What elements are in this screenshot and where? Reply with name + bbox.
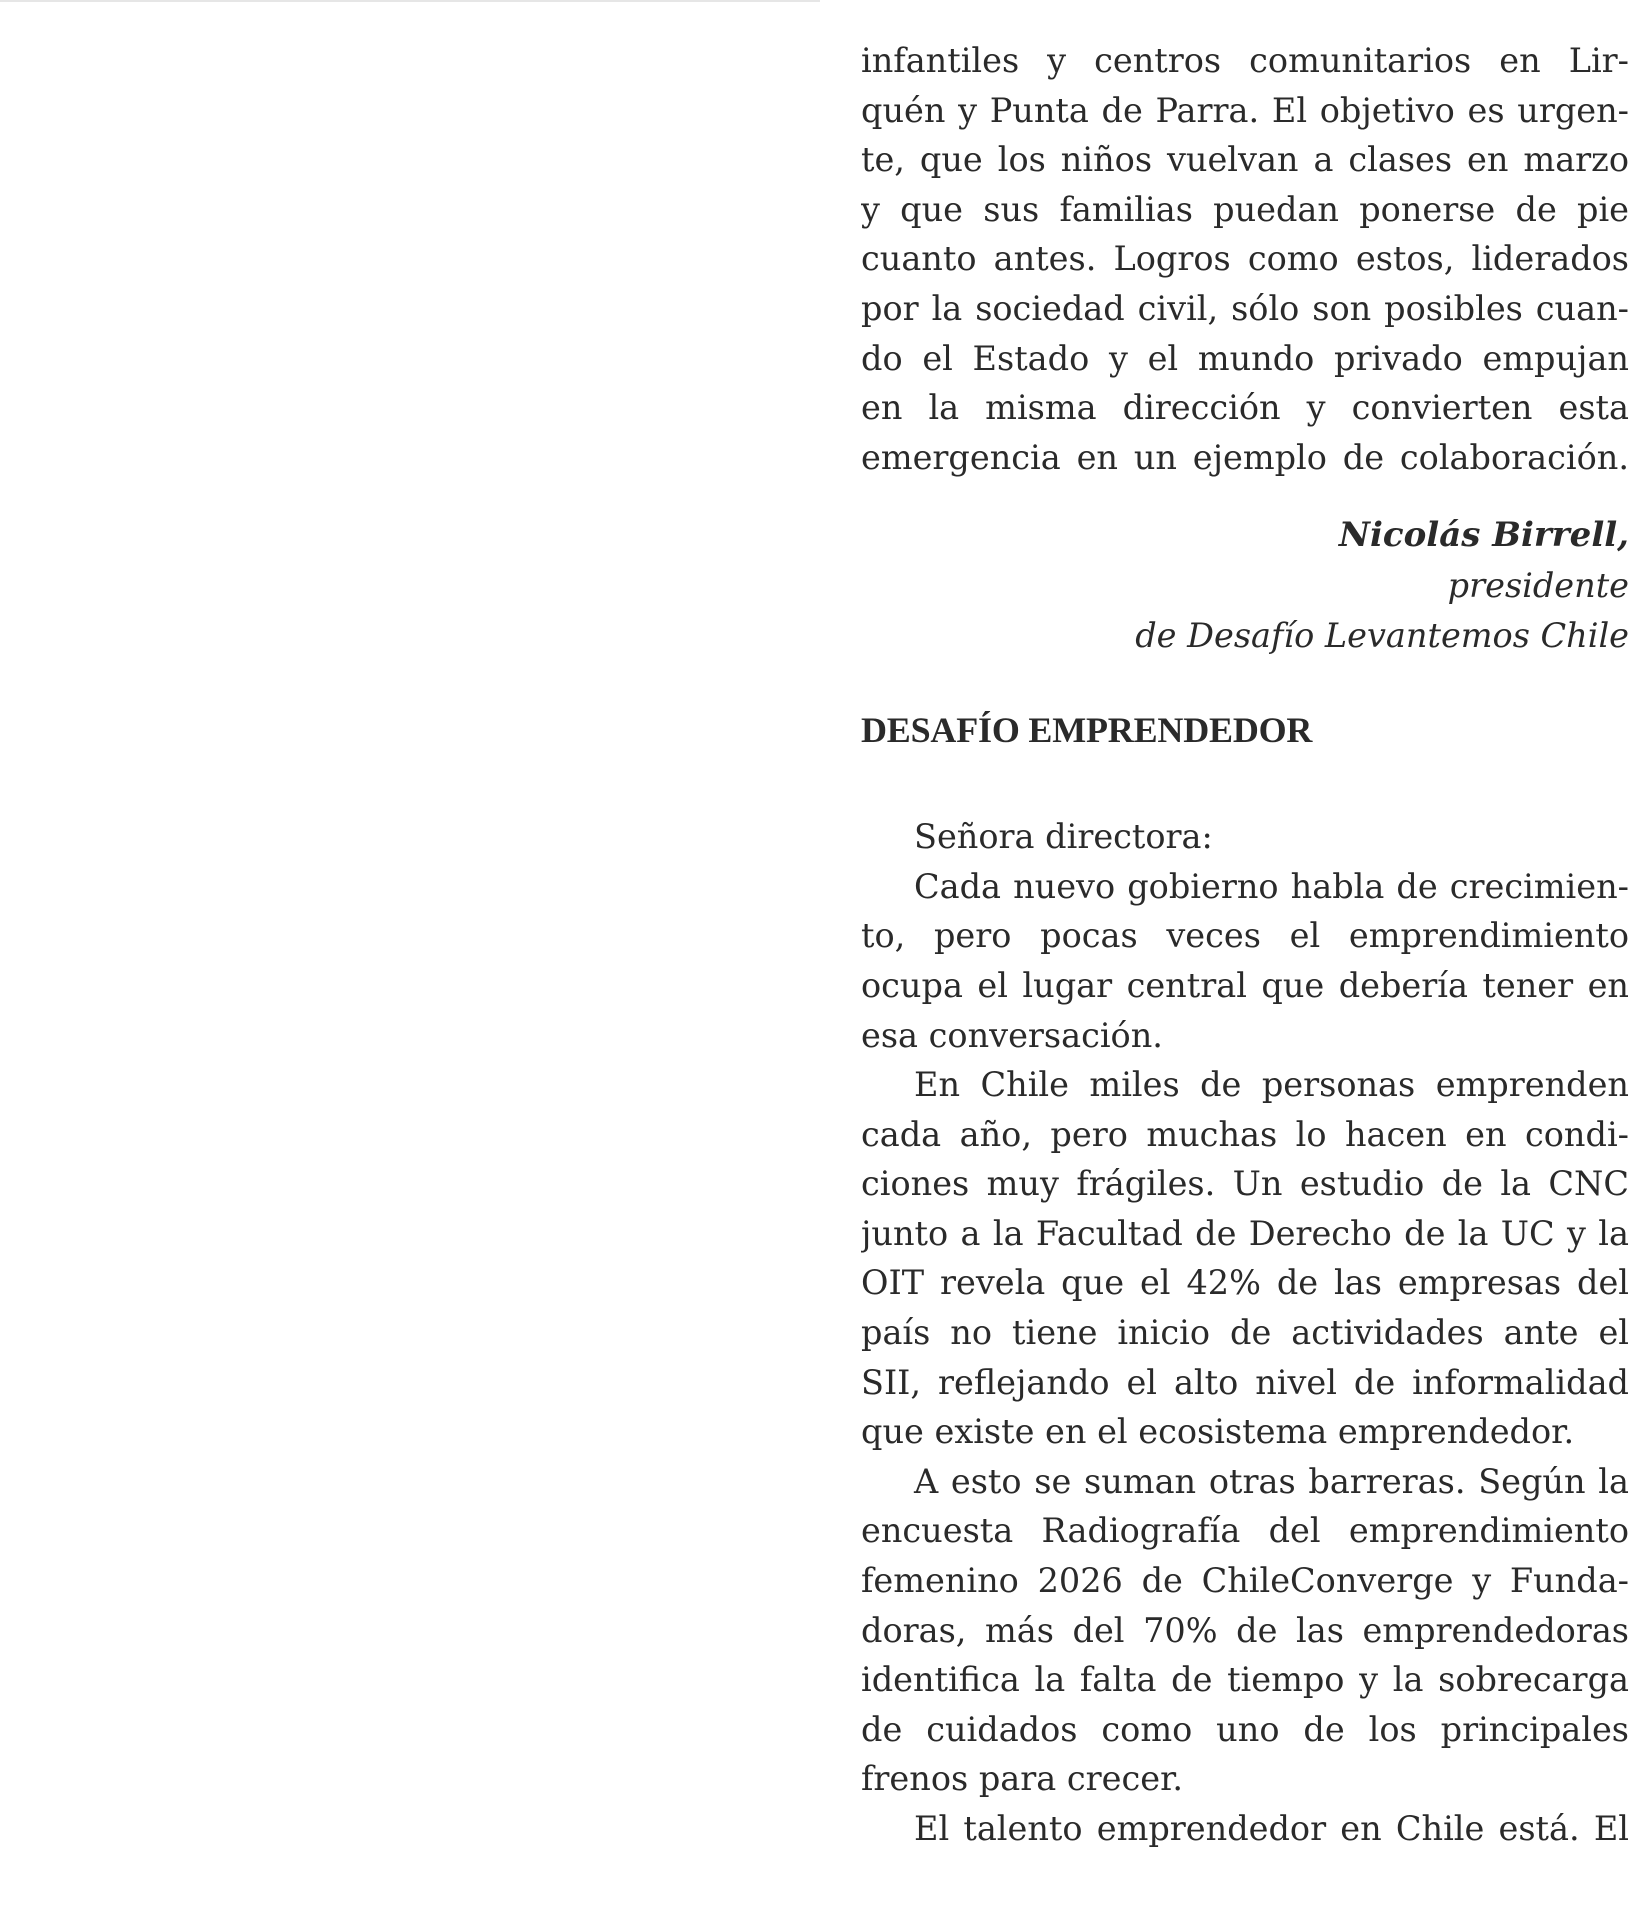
paragraph-line: OIT revela que el 42% de las empresas del (861, 1263, 1629, 1303)
letter-paragraph (861, 1457, 1629, 1804)
letter-paragraph (861, 862, 1629, 1060)
letter-paragraph (861, 1060, 1629, 1457)
previous-letter-line: te, que los niños vuelvan a clases en marzo (861, 140, 1629, 180)
paragraph-line: encuesta Radiografía del emprendimiento (861, 1511, 1629, 1551)
paragraph-line: En Chile miles de personas emprenden (914, 1065, 1629, 1105)
paragraph-line: femenino 2026 de ChileConverge y Funda- (861, 1561, 1629, 1601)
previous-letter-line: quén y Punta de Parra. El objetivo es urgen- (861, 90, 1629, 130)
previous-letter-line: en la misma dirección y convierten esta (861, 388, 1629, 428)
scan-top-edge (0, 0, 820, 2)
paragraph-line: identifica la falta de tiempo y la sobrecarga (861, 1660, 1629, 1700)
previous-letter-line: y que sus familias puedan ponerse de pie (861, 189, 1629, 229)
paragraph-line: que existe en el ecosistema emprendedor. (861, 1412, 1575, 1452)
previous-letter-line: emergencia en un ejemplo de colaboración. (861, 437, 1629, 477)
letter-paragraph (861, 1804, 1629, 1854)
previous-letter-line: cuanto antes. Logros como estos, liderados (861, 239, 1629, 279)
signature-role: presidente (1447, 565, 1629, 605)
letter-signature (861, 511, 1629, 660)
paragraph-line: doras, más del 70% de las emprendedoras (861, 1610, 1629, 1650)
paragraph-line: frenos para crecer. (861, 1759, 1184, 1799)
previous-letter-line: infantiles y centros comunitarios en Lir- (861, 41, 1629, 80)
paragraph-line: esa conversación. (861, 1015, 1163, 1055)
paragraph-line: Cada nuevo gobierno habla de crecimien- (914, 866, 1629, 906)
paragraph-line: to, pero pocas veces el emprendimiento (861, 916, 1629, 956)
paragraph-line: A esto se suman otras barreras. Según la (914, 1461, 1629, 1501)
paragraph-line: ciones muy frágiles. Un estudio de la CNC (861, 1164, 1629, 1204)
paragraph-line: de cuidados como uno de los principales (861, 1709, 1629, 1749)
paragraph-line: SII, reflejando el alto nivel de informalidad (861, 1362, 1629, 1402)
paragraph-line: cada año, pero muchas lo hacen en condi- (861, 1114, 1629, 1154)
signature-name: Nicolás Birrell, (1338, 515, 1629, 556)
letter-body (861, 812, 1629, 1853)
paragraph-line: El talento emprendedor en Chile está. El (914, 1809, 1629, 1848)
previous-letter-line: por la sociedad civil, sólo son posibles cuan- (861, 288, 1629, 328)
previous-letter-body (861, 36, 1629, 482)
previous-letter-line: do el Estado y el mundo privado empujan (861, 338, 1629, 378)
paragraph-line: ocupa el lugar central que debería tener en (861, 965, 1629, 1005)
signature-organization: de Desafío Levantemos Chile (1135, 615, 1629, 655)
letters-column (861, 36, 1629, 1854)
paragraph-line: junto a la Facultad de Derecho de la UC y la (861, 1213, 1629, 1253)
letter-salutation: Señora directora: (914, 817, 1213, 857)
letter-heading: DESAFÍO EMPRENDEDOR (861, 710, 1313, 751)
paragraph-line: país no tiene inicio de actividades ante el (861, 1313, 1629, 1353)
